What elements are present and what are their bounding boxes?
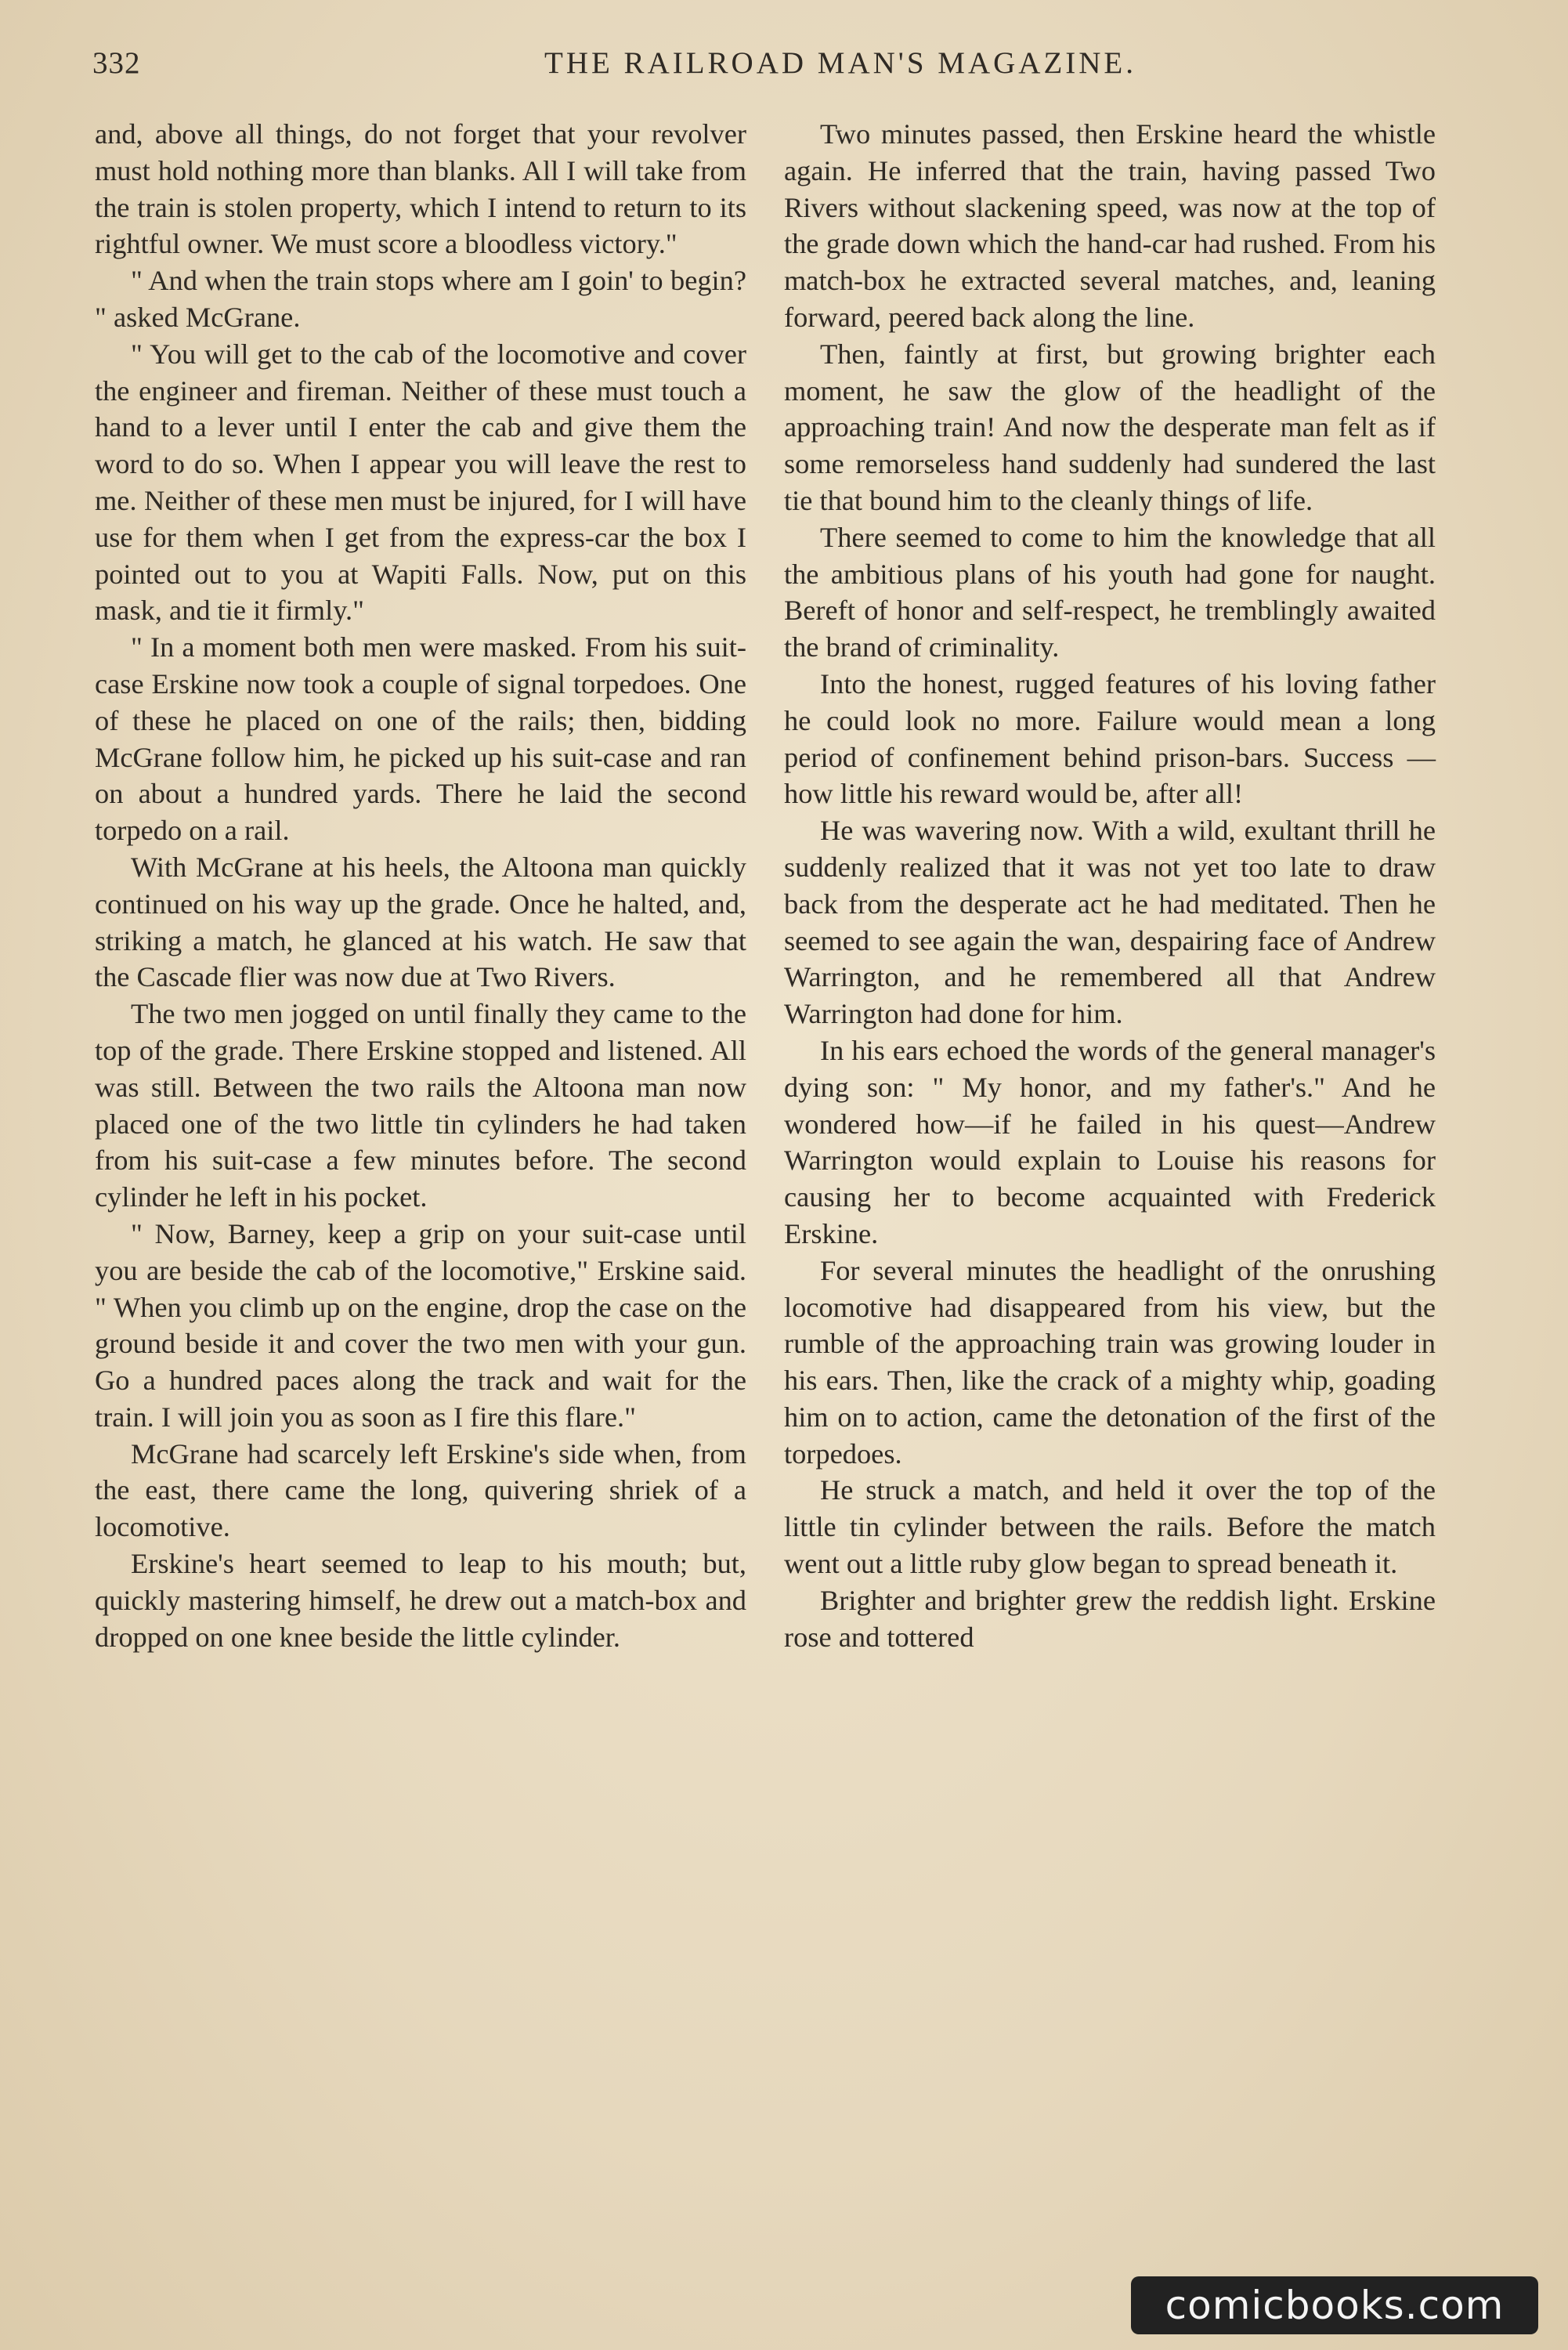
paragraph: Two minutes passed, then Erskine heard the whistle again. He inferred that the train, having passed Two Rivers without slackening speed, was now at the top of the grade down which the hand-car had rushed. From his match-box he extracted several matches, and, leaning forward, peered back along the line. bbox=[784, 118, 1436, 333]
paragraph: " And when the train stops where am I goin' to begin? " asked McGrane. bbox=[95, 265, 746, 333]
left-column bbox=[95, 116, 746, 2215]
paragraph: " In a moment both men were masked. From his suit-case Erskine now took a couple of signal torpedoes. One of these he placed on one of the rails; then, bidding McGrane follow him, he picked up his suit-case and ran on about a hundred yards. There he laid the second torpedo on a rail. bbox=[95, 631, 746, 847]
paragraph: The two men jogged on until finally they came to the top of the grade. There Erskine stopped and listened. All was still. Between the two rails the Altoona man now placed one of the two little tin cylinders he had taken from his suit-case a few minutes before. The second cylinder he left in his pocket. bbox=[95, 998, 746, 1213]
paragraph: McGrane had scarcely left Erskine's side when, from the east, there came the long, quivering shriek of a locomotive. bbox=[95, 1437, 746, 1543]
paragraph: For several minutes the headlight of the onrushing locomotive had disappeared from his view, but the rumble of the approaching train was growing louder in his ears. Then, like the crack of a mighty whip, goading him on to action, came the detonation of the first of the torpedoes. bbox=[784, 1254, 1436, 1470]
running-title: THE RAILROAD MAN'S MAGAZINE. bbox=[544, 46, 1136, 80]
paragraph: Erskine's heart seemed to leap to his mouth; but, quickly mastering himself, he drew out a match-box and dropped on one knee beside the little cylinder. bbox=[95, 1548, 746, 1653]
paragraph: and, above all things, do not forget that your revolver must hold nothing more than blanks. All I will take from the train is stolen property, which I intend to return to its rightful owner. We must score a bloodless victory." bbox=[95, 118, 746, 260]
right-column bbox=[784, 116, 1436, 2215]
paragraph: " Now, Barney, keep a grip on your suit-case until you are beside the cab of the locomotive," Erskine said. " When you climb up on the engine, drop the case on the ground beside it and cover the two men with your gun. Go a hundred paces along the track and wait for the train. I will join you as soon as I fire this flare." bbox=[95, 1217, 746, 1433]
page-number: 332 bbox=[92, 46, 141, 80]
paragraph: He struck a match, and held it over the top of the little tin cylinder between the rails. Before the match went out a little ruby glow began to spread beneath it. bbox=[784, 1474, 1436, 1580]
page-header bbox=[92, 45, 1440, 92]
paragraph: Brighter and brighter grew the reddish light. Erskine rose and tottered bbox=[784, 1584, 1436, 1653]
watermark-logo bbox=[1131, 2276, 1538, 2334]
paragraph: Into the honest, rugged features of his loving father he could look no more. Failure would mean a long period of confinement behind prison-bars. Success —how little his reward would be, after all! bbox=[784, 667, 1436, 810]
paragraph: He was wavering now. With a wild, exultant thrill he suddenly realized that it was not yet too late to draw back from the desperate act he had meditated. Then he seemed to see again the wan, despairing face of Andrew Warrington, and he remembered all that Andrew Warrington had done for him. bbox=[784, 815, 1436, 1030]
paragraph: Then, faintly at first, but growing brighter each moment, he saw the glow of the headlight of the approaching train! And now the desperate man felt as if some remorseless hand suddenly had sundered the last tie that bound him to the cleanly things of life. bbox=[784, 338, 1436, 516]
paragraph: There seemed to come to him the knowledge that all the ambitious plans of his youth had gone for naught. Bereft of honor and self-respect, he tremblingly awaited the brand of criminality. bbox=[784, 521, 1436, 663]
paragraph: In his ears echoed the words of the general manager's dying son: " My honor, and my father's." And he wondered how—if he failed in his quest—Andrew Warrington would explain to Louise his reasons for causing her to become acquainted with Frederick Erskine. bbox=[784, 1034, 1436, 1249]
paragraph: " You will get to the cab of the locomotive and cover the engineer and fireman. Neither of these must touch a hand to a lever until I enter the cab and give them the word to do so. When I appear you will leave the rest to me. Neither of these men must be injured, for I will have use for them when I get from the express-car the box I pointed out to you at Wapiti Falls. Now, put on this mask, and tie it firmly." bbox=[95, 338, 746, 627]
paragraph: With McGrane at his heels, the Altoona man quickly continued on his way up the grade. Once he halted, and, striking a match, he glanced at his watch. He saw that the Cascade flier was now due at Two Rivers. bbox=[95, 851, 746, 993]
watermark-text: comicbooks.com bbox=[1165, 2283, 1505, 2328]
